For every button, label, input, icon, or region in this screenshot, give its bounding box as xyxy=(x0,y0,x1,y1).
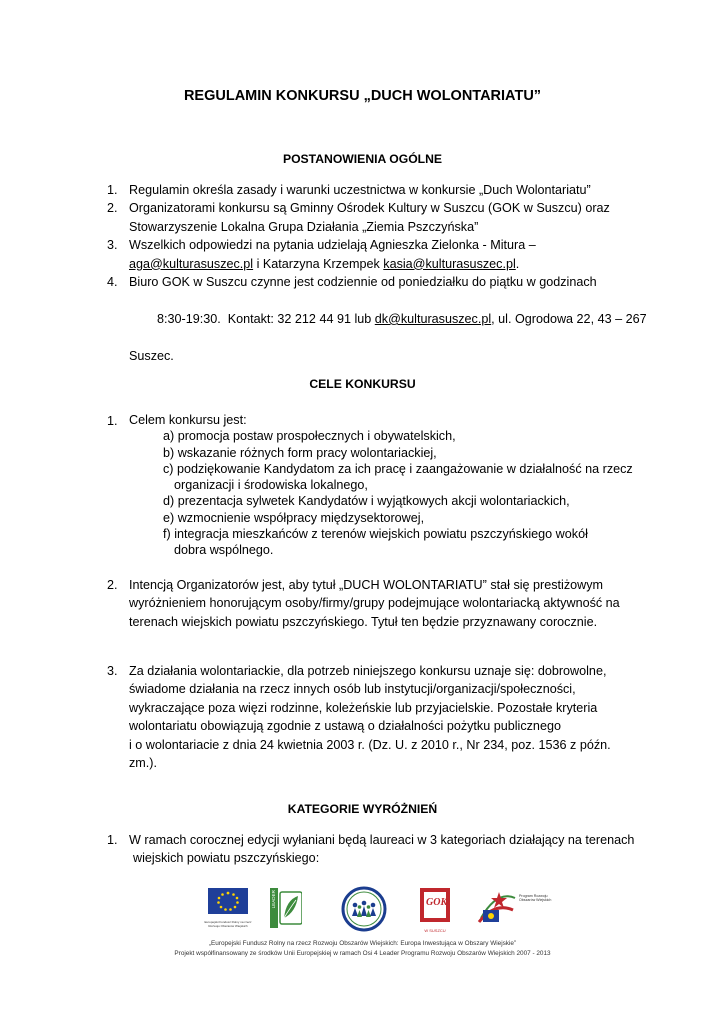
sub-item: b) wskazanie różnych form pracy wolontariackiej, xyxy=(163,445,437,460)
sub-item: c) podziękowanie Kandydatom za ich pracę i zaangażowanie w działalność na rzecz organizacji i środowiska lokalnego, xyxy=(163,461,633,493)
list-item: 4. Biuro GOK w Suszcu czynne jest codziennie od poniedziałku do piątku w godzinach 8:30-19:30. Kontakt: 32 212 44 91 lub dk@kulturasuszec.pl, ul. Ogrodowa 22, 43 – 267 Suszec. xyxy=(107,275,647,363)
section-heading-general: POSTANOWIENIA OGÓLNE xyxy=(282,152,443,166)
eu-flag-logo: Europejski Fundusz Rolny na rzecz Rozwoju Obszarów Wiejskich xyxy=(208,888,248,928)
leader-logo: LEADER xyxy=(270,888,302,928)
sub-item: f) integracja mieszkańców z terenów wiejskich powiatu pszczyńskiego wokół dobra wspólnego. xyxy=(163,527,588,558)
prow-logo: Program Rozwoju Obszarów Wiejskich xyxy=(475,888,555,934)
list-item: 1. Regulamin określa zasady i warunki uczestnictwa w konkursie „Duch Wolontariatu” xyxy=(107,183,591,197)
goals-list-3 xyxy=(107,662,638,772)
categories-list xyxy=(107,831,641,868)
email-link[interactable]: dk@kulturasuszec.pl xyxy=(374,311,492,326)
eu-flag-icon xyxy=(208,888,248,918)
footer-slogan: „Europejski Fundusz Rolny na rzecz Rozwoju Obszarów Wiejskich: Europa Inwestująca w Obszary Wiejskie” xyxy=(208,940,517,947)
list-item: 1. W ramach corocznej edycji wyłaniani będą laureaci w 3 kategoriach działający na terenach wiejskich powiatu pszczyńskiego: xyxy=(107,833,635,866)
footer-funding-note: Projekt współfinansowany ze środków Unii Europejskiej w ramach Osi 4 Leader Programu Rozwoju Obszarów Wiejskich 2007 - 2013 xyxy=(174,950,551,957)
sub-item: e) wzmocnienie współpracy międzysektorowej, xyxy=(163,510,425,525)
list-item: 2. Intencją Organizatorów jest, aby tytuł „DUCH WOLONTARIATU” stał się prestiżowym wyróżnieniem honorującym osoby/firmy/grupy podejmujące wolontariacką aktywność na terenach wiejskich powiatu pszczyńskiego. Tytuł ten będzie przyznawany corocznie. xyxy=(107,578,620,629)
email-link[interactable]: aga@kulturasuszec.pl xyxy=(129,256,254,271)
section-heading-categories: KATEGORIE WYRÓŻNIEŃ xyxy=(287,802,438,816)
general-list xyxy=(107,181,647,365)
list-item: 3. Za działania wolontariackie, dla potrzeb niniejszego konkursu uznaje się: dobrowolne, świadome działania na rzecz innych osób lub instytucji/organizacji/społeczności, wykraczające poza więzi rodzinne, koleżeńskie lub przyjacielskie. Pozostałe kryteria wolontariatu obowiązują zgodnie z ustawą o działalności pożytku publicznego i o wolontariacie z dnia 24 kwietnia 2003 r. (Dz. U. z 2010 r., Nr 234, poz. 1536 z późn. zm.). xyxy=(107,664,611,771)
prow-flag-star-icon xyxy=(475,888,519,928)
document-title: REGULAMIN KONKURSU „DUCH WOLONTARIATU” xyxy=(183,88,542,104)
section-heading-goals: CELE KONKURSU xyxy=(309,377,416,391)
list-item: 3. Wszelkich odpowiedzi na pytania udzielają Agnieszka Zielonka - Mitura – aga@kulturasuszec.pl i Katarzyna Krzempek kasia@kulturasuszec.pl. xyxy=(107,238,536,271)
list-item: 2. Organizatorami konkursu są Gminny Ośrodek Kultury w Suszcu (GOK w Suszcu) oraz Stowarzyszenie Lokalna Grupa Działania „Ziemia Pszczyńska” xyxy=(107,201,610,234)
sub-item: a) promocja postaw prospołecznych i obywatelskich, xyxy=(163,429,456,444)
list-item: 1. Celem konkursu jest: a) promocja postaw prospołecznych i obywatelskich, b) wskazanie różnych form pracy wolontariackiej, c) podziękowanie Kandydatom za ich pracę i zaangażowanie w działalność na rzecz organizacji i środowiska lokalnego, d) prezentacja sylwetek Kandydatów i wyjątkowych akcji wolontariackich, e) wzmocnienie współpracy międzysektorowej, f) integracja mieszkańców z terenów wiejskich powiatu pszczyńskiego wokół dobra wspólnego. xyxy=(129,412,641,559)
lgd-ziemia-pszczynska-logo xyxy=(340,886,388,932)
goals-list-2 xyxy=(107,576,638,631)
email-link[interactable]: kasia@kulturasuszec.pl xyxy=(383,256,516,271)
sub-item: d) prezentacja sylwetek Kandydatów i wyjątkowych akcji wolontariackich, xyxy=(163,494,570,509)
people-circle-icon xyxy=(340,886,388,932)
sponsor-logos xyxy=(200,888,570,936)
goals-list-1 xyxy=(107,412,641,559)
gok-suszec-logo: GOK W SUSZCU xyxy=(418,888,452,936)
